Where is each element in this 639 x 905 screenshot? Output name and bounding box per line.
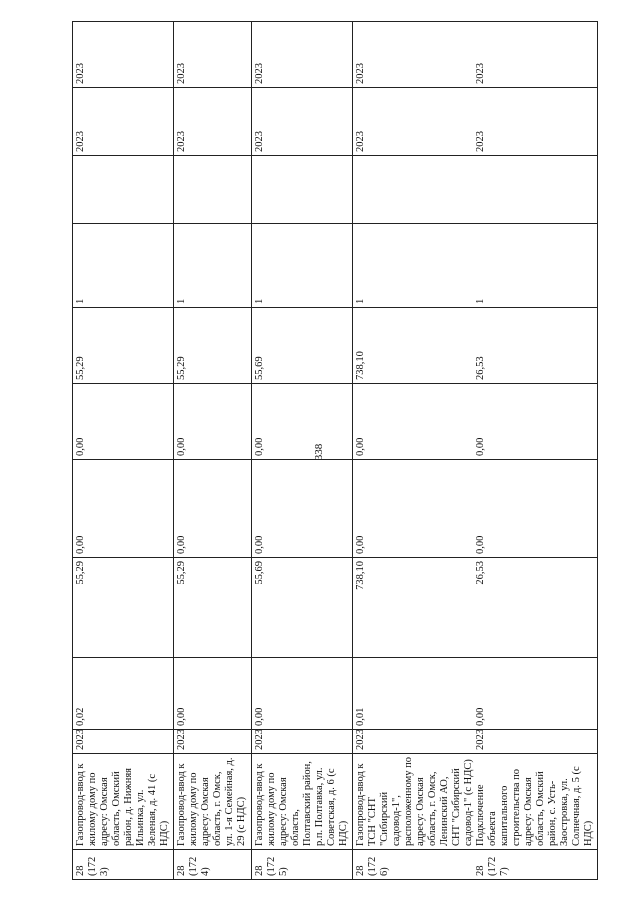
year-cell: 2023 (73, 22, 174, 88)
row-number: 28 (1724) (174, 850, 252, 880)
year-cell: 2023 (252, 88, 353, 156)
table-row (73, 22, 174, 880)
year-cell: 2023 (174, 88, 252, 156)
value-cell: 0,00 (174, 384, 252, 460)
quantity-cell: 1 (252, 224, 353, 308)
value-cell: 0,00 (252, 460, 353, 558)
quantity-cell: 1 (174, 224, 252, 308)
empty-cell (174, 156, 252, 224)
year-cell: 2023 (252, 22, 353, 88)
value-cell: 0,00 0,00 (353, 460, 598, 558)
year-cell: 2023 (73, 88, 174, 156)
value-cell: 55,29 (73, 558, 174, 658)
row-number: 28 (1723) (73, 850, 174, 880)
year-cell: 2023 2023 (353, 22, 598, 88)
year-cell: 2023 (174, 22, 252, 88)
quantity-cell: 1 1 (353, 224, 598, 308)
empty-cell (353, 156, 598, 224)
year-cell: 2023 (73, 730, 174, 754)
value-cell: 0,00 (174, 658, 252, 730)
value-cell: 0,00 0,00 (353, 384, 598, 460)
empty-cell (73, 156, 174, 224)
capital-projects-table (72, 21, 598, 880)
value-cell: 55,69 (252, 558, 353, 658)
year-cell: 2023 (174, 730, 252, 754)
row-number: 28 (1726) 28 (1727) (353, 850, 598, 880)
object-description: Газопровод-ввод к жилому дому по адресу: Омская область, Полтавский район, р.п. Полтавка, ул. Советская, д. 6 (с НДС) (252, 754, 353, 850)
value-cell: 738,10 26,53 (353, 558, 598, 658)
page-number: 338 (313, 443, 325, 461)
value-cell: 0,00 (73, 460, 174, 558)
value-cell: 55,69 (252, 308, 353, 384)
object-description: Газопровод-ввод к жилому дому по адресу: Омская область, г. Омск, ул. 1-я Семейная, д. 29 (с НДС) (174, 754, 252, 850)
value-cell: 55,29 (174, 558, 252, 658)
value-cell: 0,00 (174, 460, 252, 558)
empty-cell (252, 156, 353, 224)
row-number: 28 (1725) (252, 850, 353, 880)
year-cell: 2023 2023 (353, 88, 598, 156)
table-rotation-wrapper (72, 22, 594, 880)
value-cell: 55,29 (174, 308, 252, 384)
table-row (174, 22, 252, 880)
value-cell: 55,29 (73, 308, 174, 384)
value-cell: 0,01 0,00 (353, 658, 598, 730)
object-description: Газопровод-ввод к жилому дому по адресу: Омская область, Омский район, д. Нижняя Ильинка, ул. Зеленая, д. 41 (с НДС) (73, 754, 174, 850)
value-cell: 0,02 (73, 658, 174, 730)
value-cell: 738,10 26,53 (353, 308, 598, 384)
value-cell: 0,00 (73, 384, 174, 460)
year-cell: 2023 2023 (353, 730, 598, 754)
value-cell: 0,00 (252, 658, 353, 730)
table-row (252, 22, 353, 880)
table-row (353, 22, 598, 880)
quantity-cell: 1 (73, 224, 174, 308)
year-cell: 2023 (252, 730, 353, 754)
object-description: Газопровод-ввод к ТСН "СНТ "Сибирский садовод-1", расположенному по адресу: Омская область, г. Омск, Ленинский АО, СНТ "Сибирский садовод-1" (с НДС) Подключение объекта капитального строительства по адресу: Омская область, Омский район, с. Усть-Заостровка, ул. Солнечная, д. 5 (с НДС) (353, 754, 598, 850)
value-cell: 0,00 (252, 384, 353, 460)
